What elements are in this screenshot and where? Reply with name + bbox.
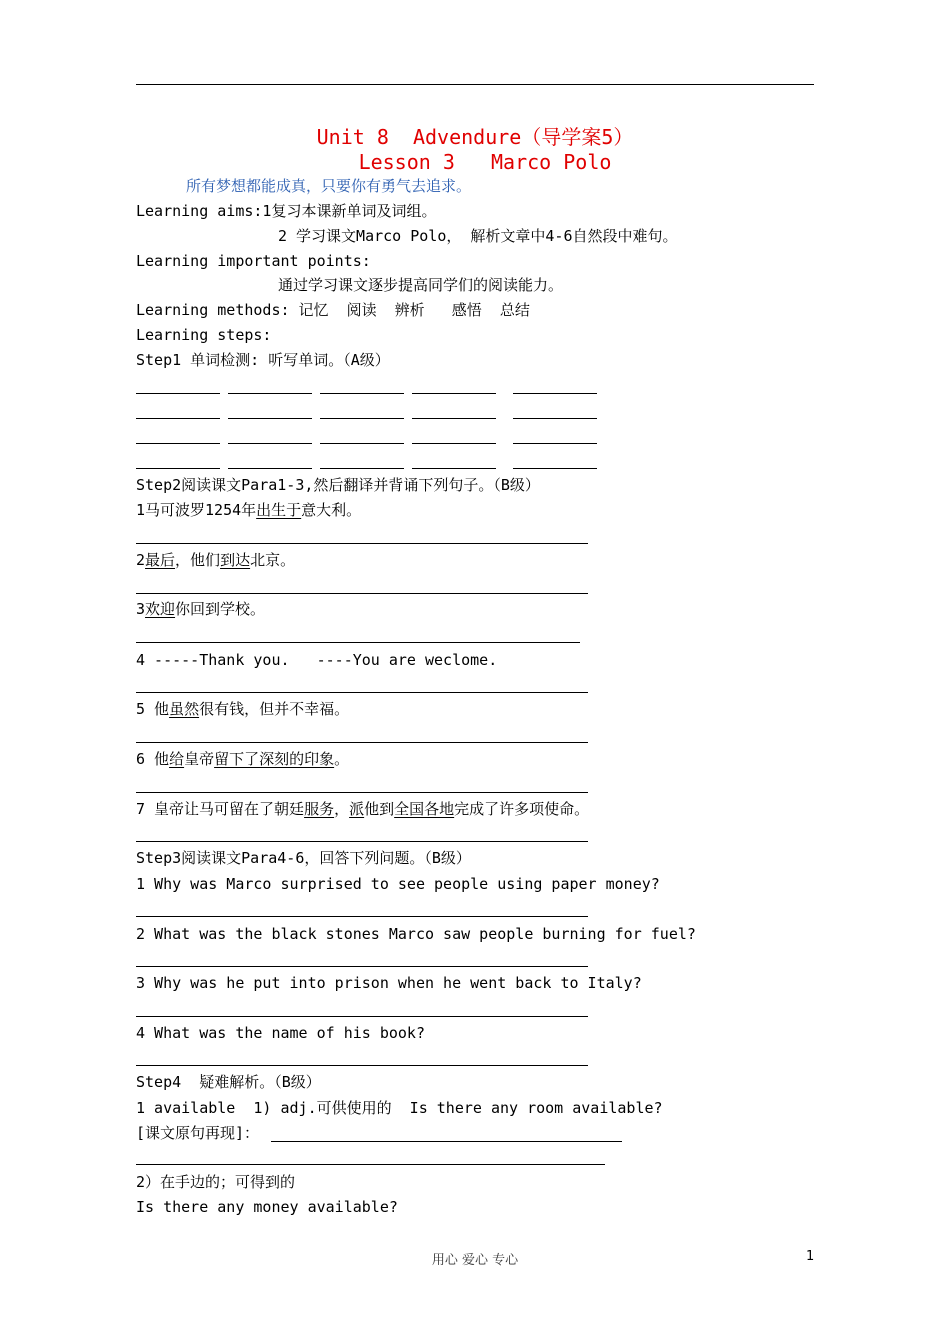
step2-sentence-1: 1马可波罗1254年出生于意大利。 [136, 501, 362, 519]
answer-line[interactable] [136, 841, 588, 842]
step2-title: Step2阅读课文Para1-3,然后翻译并背诵下列句子。（B级） [136, 476, 540, 494]
learning-aims-label: Learning aims:1复习本课新单词及词组。 [136, 202, 437, 220]
lesson-subtitle: Lesson 3 Marco Polo [358, 150, 612, 174]
dictation-blank[interactable] [412, 443, 496, 444]
dictation-blank[interactable] [228, 443, 312, 444]
header-rule [136, 84, 814, 85]
step3-question-3: 3 Why was he put into prison when he went back to Italy? [136, 974, 642, 992]
answer-line[interactable] [136, 966, 588, 967]
dictation-blank[interactable] [513, 443, 597, 444]
step4-line-1: 1 available 1) adj.可供使用的 Is there any room available? [136, 1099, 663, 1117]
dictation-blank[interactable] [228, 468, 312, 469]
important-points-text: 通过学习课文逐步提高同学们的阅读能力。 [278, 276, 564, 294]
answer-line[interactable] [136, 642, 580, 643]
step4-line-4: Is there any money available? [136, 1198, 398, 1216]
dictation-blank[interactable] [136, 418, 220, 419]
learning-aims-item2: 2 学习课文Marco Polo， 解析文章中4-6自然段中难句。 [278, 227, 678, 245]
step2-sentence-3: 3欢迎你回到学校。 [136, 600, 266, 618]
answer-line[interactable] [136, 1164, 605, 1165]
dictation-blank[interactable] [136, 468, 220, 469]
answer-line[interactable] [136, 692, 588, 693]
dictation-blank[interactable] [320, 418, 404, 419]
answer-line[interactable] [136, 593, 588, 594]
dictation-blank[interactable] [228, 393, 312, 394]
step4-line-2: [课文原句再现]： [136, 1124, 260, 1142]
learning-methods: Learning methods: 记忆 阅读 辨析 感悟 总结 [136, 301, 530, 319]
step3-question-1: 1 Why was Marco surprised to see people using paper money? [136, 875, 660, 893]
step2-sentence-7: 7 皇帝让马可留在了朝廷服务，派他到全国各地完成了许多项使命。 [136, 800, 590, 818]
step1-title: Step1 单词检测: 听写单词。（A级） [136, 351, 390, 369]
dictation-blank[interactable] [320, 393, 404, 394]
answer-line[interactable] [136, 792, 588, 793]
answer-line[interactable] [136, 1065, 588, 1066]
important-points-label: Learning important points: [136, 252, 371, 270]
dictation-blank[interactable] [228, 418, 312, 419]
footer-motto: 用心 爱心 专心 [431, 1253, 519, 1268]
step4-title: Step4 疑难解析。（B级） [136, 1073, 321, 1091]
dictation-blank[interactable] [513, 468, 597, 469]
step2-sentence-6: 6 他给皇帝留下了深刻的印象。 [136, 750, 350, 768]
answer-line[interactable] [136, 543, 588, 544]
step4-line-3: 2）在手边的；可得到的 [136, 1173, 296, 1191]
answer-line[interactable] [271, 1141, 622, 1142]
dictation-blank[interactable] [320, 468, 404, 469]
step2-sentence-4: 4 -----Thank you. ----You are weclome. [136, 651, 498, 669]
page-number: 1 [806, 1249, 815, 1264]
dictation-blank[interactable] [412, 393, 496, 394]
step3-question-4: 4 What was the name of his book? [136, 1024, 425, 1042]
motto: 所有梦想都能成真，只要你有勇气去追求。 [186, 177, 472, 195]
dictation-blank[interactable] [412, 418, 496, 419]
dictation-blank[interactable] [136, 443, 220, 444]
answer-line[interactable] [136, 1016, 588, 1017]
dictation-blank[interactable] [412, 468, 496, 469]
answer-line[interactable] [136, 916, 588, 917]
dictation-blank[interactable] [136, 393, 220, 394]
dictation-blank[interactable] [513, 393, 597, 394]
step3-title: Step3阅读课文Para4-6，回答下列问题。（B级） [136, 849, 471, 867]
dictation-blank[interactable] [513, 418, 597, 419]
learning-steps-label: Learning steps: [136, 326, 272, 344]
step2-sentence-2: 2最后，他们到达北京。 [136, 551, 296, 569]
step2-sentence-5: 5 他虽然很有钱，但并不幸福。 [136, 700, 350, 718]
document-title: Unit 8 Advendure（导学案5） [316, 125, 634, 149]
dictation-blank[interactable] [320, 443, 404, 444]
step3-question-2: 2 What was the black stones Marco saw people burning for fuel? [136, 925, 696, 943]
answer-line[interactable] [136, 742, 588, 743]
